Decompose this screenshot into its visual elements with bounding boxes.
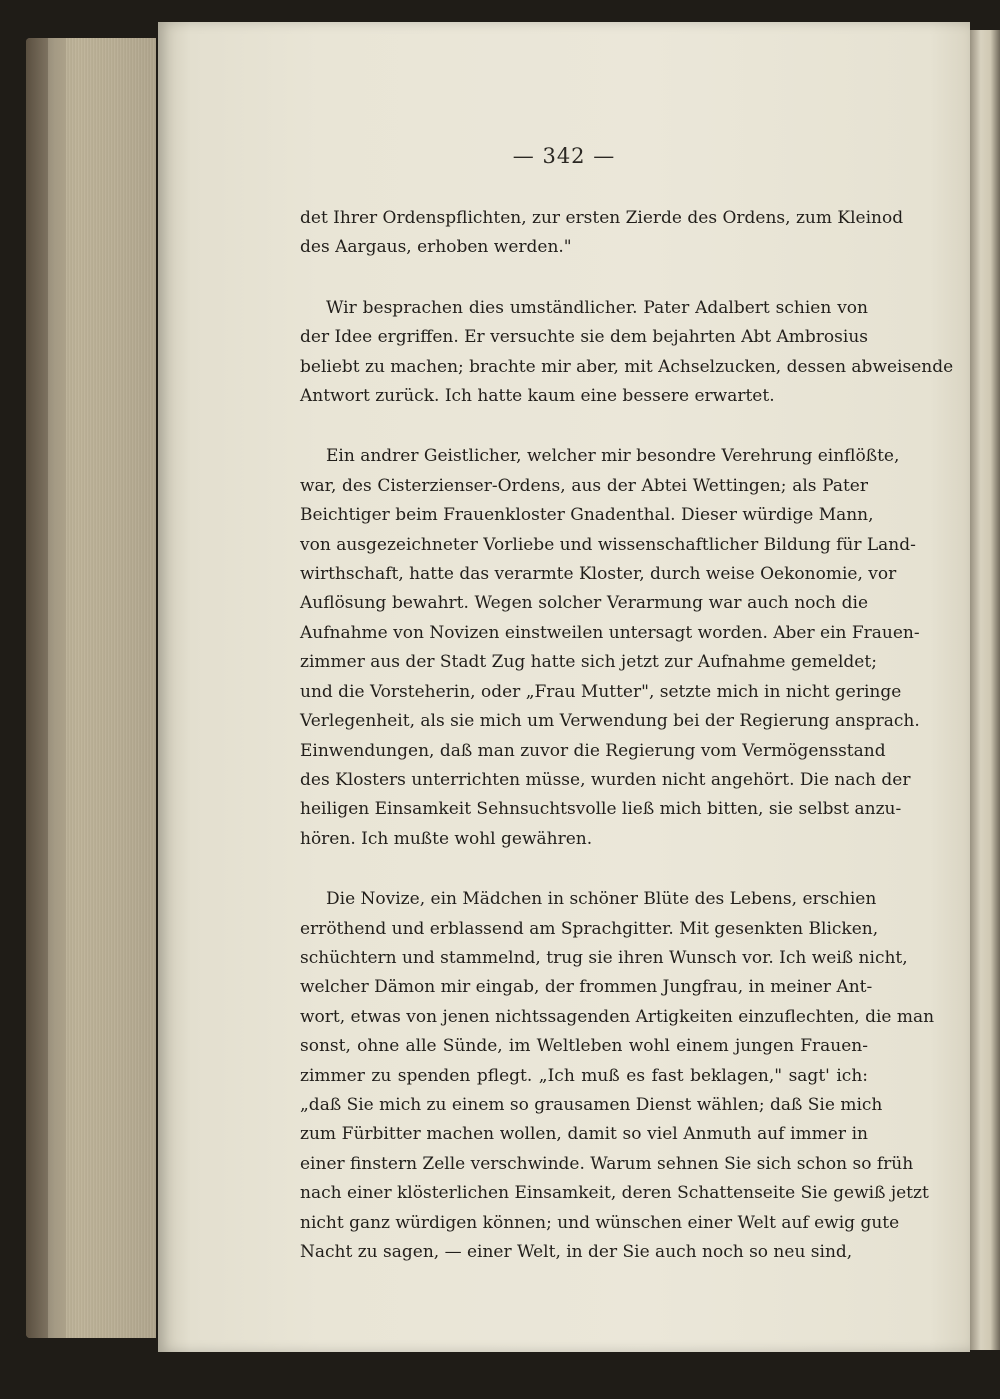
text-line: heiligen Einsamkeit Sehnsuchtsvolle ließ mich bitten, sie selbst anzu-: [300, 799, 902, 820]
text-line: Wir besprachen dies umständlicher. Pater Adalbert schien von: [326, 297, 868, 318]
text-line: Aufnahme von Novizen einstweilen untersagt worden. Aber ein Frauen-: [300, 622, 920, 643]
text-line: det Ihrer Ordenspflichten, zur ersten Zierde des Ordens, zum Kleinod: [300, 208, 904, 228]
page-text: [300, 204, 954, 1267]
text-line: Beichtiger beim Frauenkloster Gnadenthal. Dieser würdige Mann,: [300, 505, 874, 526]
next-page-edge: [968, 30, 1000, 1350]
paragraph: [300, 442, 920, 854]
text-line: beliebt zu machen; brachte mir aber, mit Achselzucken, dessen abweisende: [300, 356, 954, 377]
page-number: — 342 —: [512, 144, 616, 168]
text-line: „daß Sie mich zu einem so grausamen Dienst wählen; daß Sie mich: [300, 1094, 883, 1115]
text-line: Auflösung bewahrt. Wegen solcher Verarmung war auch noch die: [300, 593, 868, 614]
text-line: erröthend und erblassend am Sprachgitter. Mit gesenkten Blicken,: [300, 918, 879, 939]
paragraph: [300, 204, 904, 263]
page-edges: [66, 38, 156, 1338]
text-line: Die Novize, ein Mädchen in schöner Blüte des Lebens, erschien: [326, 889, 877, 910]
text-line: Einwendungen, daß man zuvor die Regierung vom Vermögensstand: [300, 740, 886, 761]
text-line: wort, etwas von jenen nichtssagenden Artigkeiten einzuflechten, die man: [300, 1006, 935, 1027]
text-line: Nacht zu sagen, — einer Welt, in der Sie auch noch so neu sind,: [300, 1242, 853, 1262]
text-line: sonst, ohne alle Sünde, im Weltleben wohl einem jungen Frauen-: [300, 1036, 868, 1057]
text-line: nach einer klösterlichen Einsamkeit, deren Schattenseite Sie gewiß jetzt: [300, 1183, 929, 1204]
text-line: Antwort zurück. Ich hatte kaum eine bessere erwartet.: [300, 386, 775, 407]
paragraph: [300, 885, 935, 1267]
text-line: der Idee ergriffen. Er versuchte sie dem bejahrten Abt Ambrosius: [300, 327, 868, 348]
book-page: [158, 22, 970, 1352]
text-line: welcher Dämon mir eingab, der frommen Jungfrau, in meiner Ant-: [300, 977, 873, 998]
paragraph: [300, 294, 954, 412]
text-line: und die Vorsteherin, oder „Frau Mutter", setzte mich in nicht geringe: [300, 681, 902, 702]
book-spine: [26, 38, 48, 1338]
text-line: Ein andrer Geistlicher, welcher mir besondre Verehrung einflößte,: [326, 446, 900, 467]
text-line: einer finstern Zelle verschwinde. Warum sehnen Sie sich schon so früh: [300, 1153, 914, 1174]
text-line: zum Fürbitter machen wollen, damit so viel Anmuth auf immer in: [300, 1124, 868, 1145]
text-line: Verlegenheit, als sie mich um Verwendung bei der Regierung ansprach.: [300, 711, 920, 732]
text-line: des Klosters unterrichten müsse, wurden nicht angehört. Die nach der: [300, 769, 911, 790]
text-line: wirthschaft, hatte das verarmte Kloster, durch weise Oekonomie, vor: [300, 564, 897, 585]
text-line: schüchtern und stammelnd, trug sie ihren Wunsch vor. Ich weiß nicht,: [300, 947, 908, 968]
text-line: nicht ganz würdigen können; und wünschen einer Welt auf ewig gute: [300, 1212, 900, 1233]
text-line: von ausgezeichneter Vorliebe und wissenschaftlicher Bildung für Land-: [300, 534, 916, 555]
text-line: zimmer zu spenden pflegt. „Ich muß es fast beklagen," sagt' ich:: [300, 1065, 868, 1086]
text-line: zimmer aus der Stadt Zug hatte sich jetzt zur Aufnahme gemeldet;: [300, 652, 877, 673]
book-page-stack-left: [26, 38, 156, 1338]
text-line: des Aargaus, erhoben werden.": [300, 237, 572, 258]
text-line: war, des Cisterzienser-Ordens, aus der Abtei Wettingen; als Pater: [300, 475, 868, 496]
text-line: hören. Ich mußte wohl gewähren.: [300, 828, 593, 849]
